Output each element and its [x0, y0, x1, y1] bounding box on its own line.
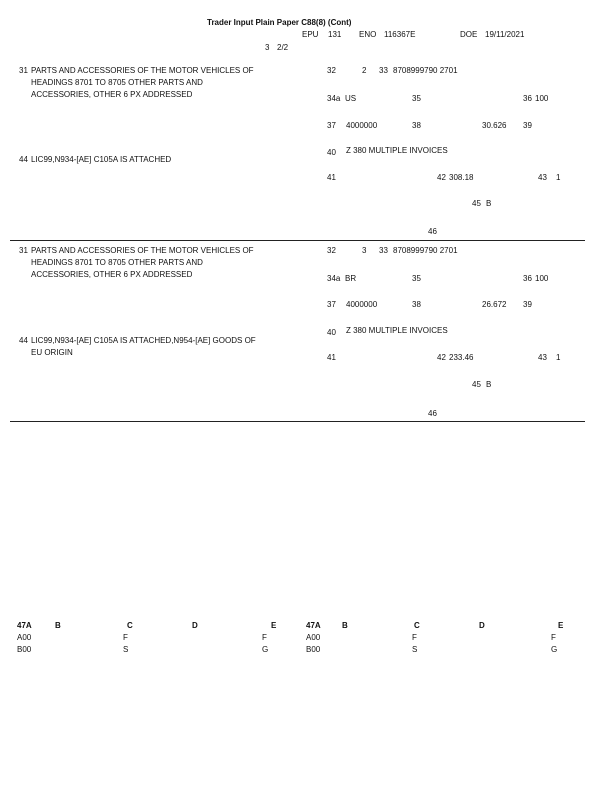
procedure-code: 4000000: [346, 300, 378, 309]
table-header-b: B: [342, 621, 348, 630]
box42-label: 42: [437, 173, 446, 182]
net-mass: 30.626: [482, 121, 507, 130]
box41-label: 41: [327, 353, 336, 362]
table-cell-tax-type: A00: [17, 633, 32, 642]
commodity-code: 8708999790 2701: [393, 66, 458, 75]
box45-label: 45: [472, 199, 481, 208]
box46-label: 46: [428, 409, 437, 418]
item-number: 2: [362, 66, 367, 75]
box43-label: 43: [538, 353, 547, 362]
box40-label: 40: [327, 148, 336, 157]
box38-label: 38: [412, 300, 421, 309]
box44-label: 44: [19, 336, 28, 345]
table-cell-tax-type: A00: [306, 633, 321, 642]
box46-label: 46: [428, 227, 437, 236]
origin-country: BR: [345, 274, 357, 283]
item-number: 3: [362, 246, 367, 255]
table-cell-c: F: [412, 633, 417, 642]
goods-description-line: PARTS AND ACCESSORIES OF THE MOTOR VEHICLES OF: [31, 246, 254, 255]
item-divider: [10, 240, 585, 241]
box36-value: 100: [535, 94, 549, 103]
table-header-c: C: [414, 621, 420, 630]
origin-country: US: [345, 94, 357, 103]
eno-label: ENO: [359, 30, 377, 39]
table-header-e: E: [271, 621, 277, 630]
goods-description-line: PARTS AND ACCESSORIES OF THE MOTOR VEHICLES OF: [31, 66, 254, 75]
goods-description-line: HEADINGS 8701 TO 8705 OTHER PARTS AND: [31, 258, 203, 267]
table-cell-c: F: [123, 633, 128, 642]
goods-description-line: ACCESSORIES, OTHER 6 PX ADDRESSED: [31, 90, 193, 99]
item-price: 233.46: [449, 353, 474, 362]
box40-label: 40: [327, 328, 336, 337]
box36-label: 36: [523, 94, 532, 103]
box37-label: 37: [327, 300, 336, 309]
table-header-d: D: [192, 621, 198, 630]
box35-label: 35: [412, 94, 421, 103]
table-cell-tax-type: B00: [17, 645, 32, 654]
table-cell-e: G: [551, 645, 558, 654]
box31-label: 31: [19, 246, 28, 255]
commodity-code: 8708999790 2701: [393, 246, 458, 255]
box45-label: 45: [472, 380, 481, 389]
box33-label: 33: [379, 246, 388, 255]
table-cell-e: F: [551, 633, 556, 642]
eno-value: 116367E: [384, 30, 416, 39]
epu-value: 131: [328, 30, 342, 39]
box34a-label: 34a: [327, 274, 341, 283]
table-header-c: C: [127, 621, 133, 630]
box45-value: B: [486, 199, 492, 208]
box36-value: 100: [535, 274, 549, 283]
box44-label: 44: [19, 155, 28, 164]
box39-label: 39: [523, 300, 532, 309]
box31-label: 31: [19, 66, 28, 75]
epu-label: EPU: [302, 30, 319, 39]
table-header-e: E: [558, 621, 564, 630]
box42-label: 42: [437, 353, 446, 362]
box41-label: 41: [327, 173, 336, 182]
additional-info-line: EU ORIGIN: [31, 348, 73, 357]
table-header-47a: 47A: [306, 621, 321, 630]
box32-label: 32: [327, 246, 336, 255]
box43-label: 43: [538, 173, 547, 182]
page-title: Trader Input Plain Paper C88(8) (Cont): [207, 18, 352, 27]
doe-label: DOE: [460, 30, 478, 39]
box37-label: 37: [327, 121, 336, 130]
box33-label: 33: [379, 66, 388, 75]
table-header-b: B: [55, 621, 61, 630]
additional-info-line: LIC99,N934-[AE] C105A IS ATTACHED,N954-[AE] GOODS OF: [31, 336, 256, 345]
table-cell-c: S: [123, 645, 129, 654]
table-header-47a: 47A: [17, 621, 32, 630]
previous-document: Z 380 MULTIPLE INVOICES: [346, 326, 448, 335]
box36-label: 36: [523, 274, 532, 283]
previous-document: Z 380 MULTIPLE INVOICES: [346, 146, 448, 155]
goods-description-line: HEADINGS 8701 TO 8705 OTHER PARTS AND: [31, 78, 203, 87]
box32-label: 32: [327, 66, 336, 75]
table-cell-c: S: [412, 645, 418, 654]
box34a-label: 34a: [327, 94, 341, 103]
box43-value: 1: [556, 353, 561, 362]
table-cell-e: F: [262, 633, 267, 642]
procedure-code: 4000000: [346, 121, 378, 130]
table-cell-e: G: [262, 645, 269, 654]
box45-value: B: [486, 380, 492, 389]
table-header-d: D: [479, 621, 485, 630]
box35-label: 35: [412, 274, 421, 283]
goods-description-line: ACCESSORIES, OTHER 6 PX ADDRESSED: [31, 270, 193, 279]
item-price: 308.18: [449, 173, 474, 182]
net-mass: 26.672: [482, 300, 507, 309]
box43-value: 1: [556, 173, 561, 182]
doe-value: 19/11/2021: [485, 30, 525, 39]
item-divider: [10, 421, 585, 422]
table-cell-tax-type: B00: [306, 645, 321, 654]
box38-label: 38: [412, 121, 421, 130]
additional-info-line: LIC99,N934-[AE] C105A IS ATTACHED: [31, 155, 172, 164]
page-number: 3: [265, 43, 270, 52]
page-of: 2/2: [277, 43, 289, 52]
box39-label: 39: [523, 121, 532, 130]
